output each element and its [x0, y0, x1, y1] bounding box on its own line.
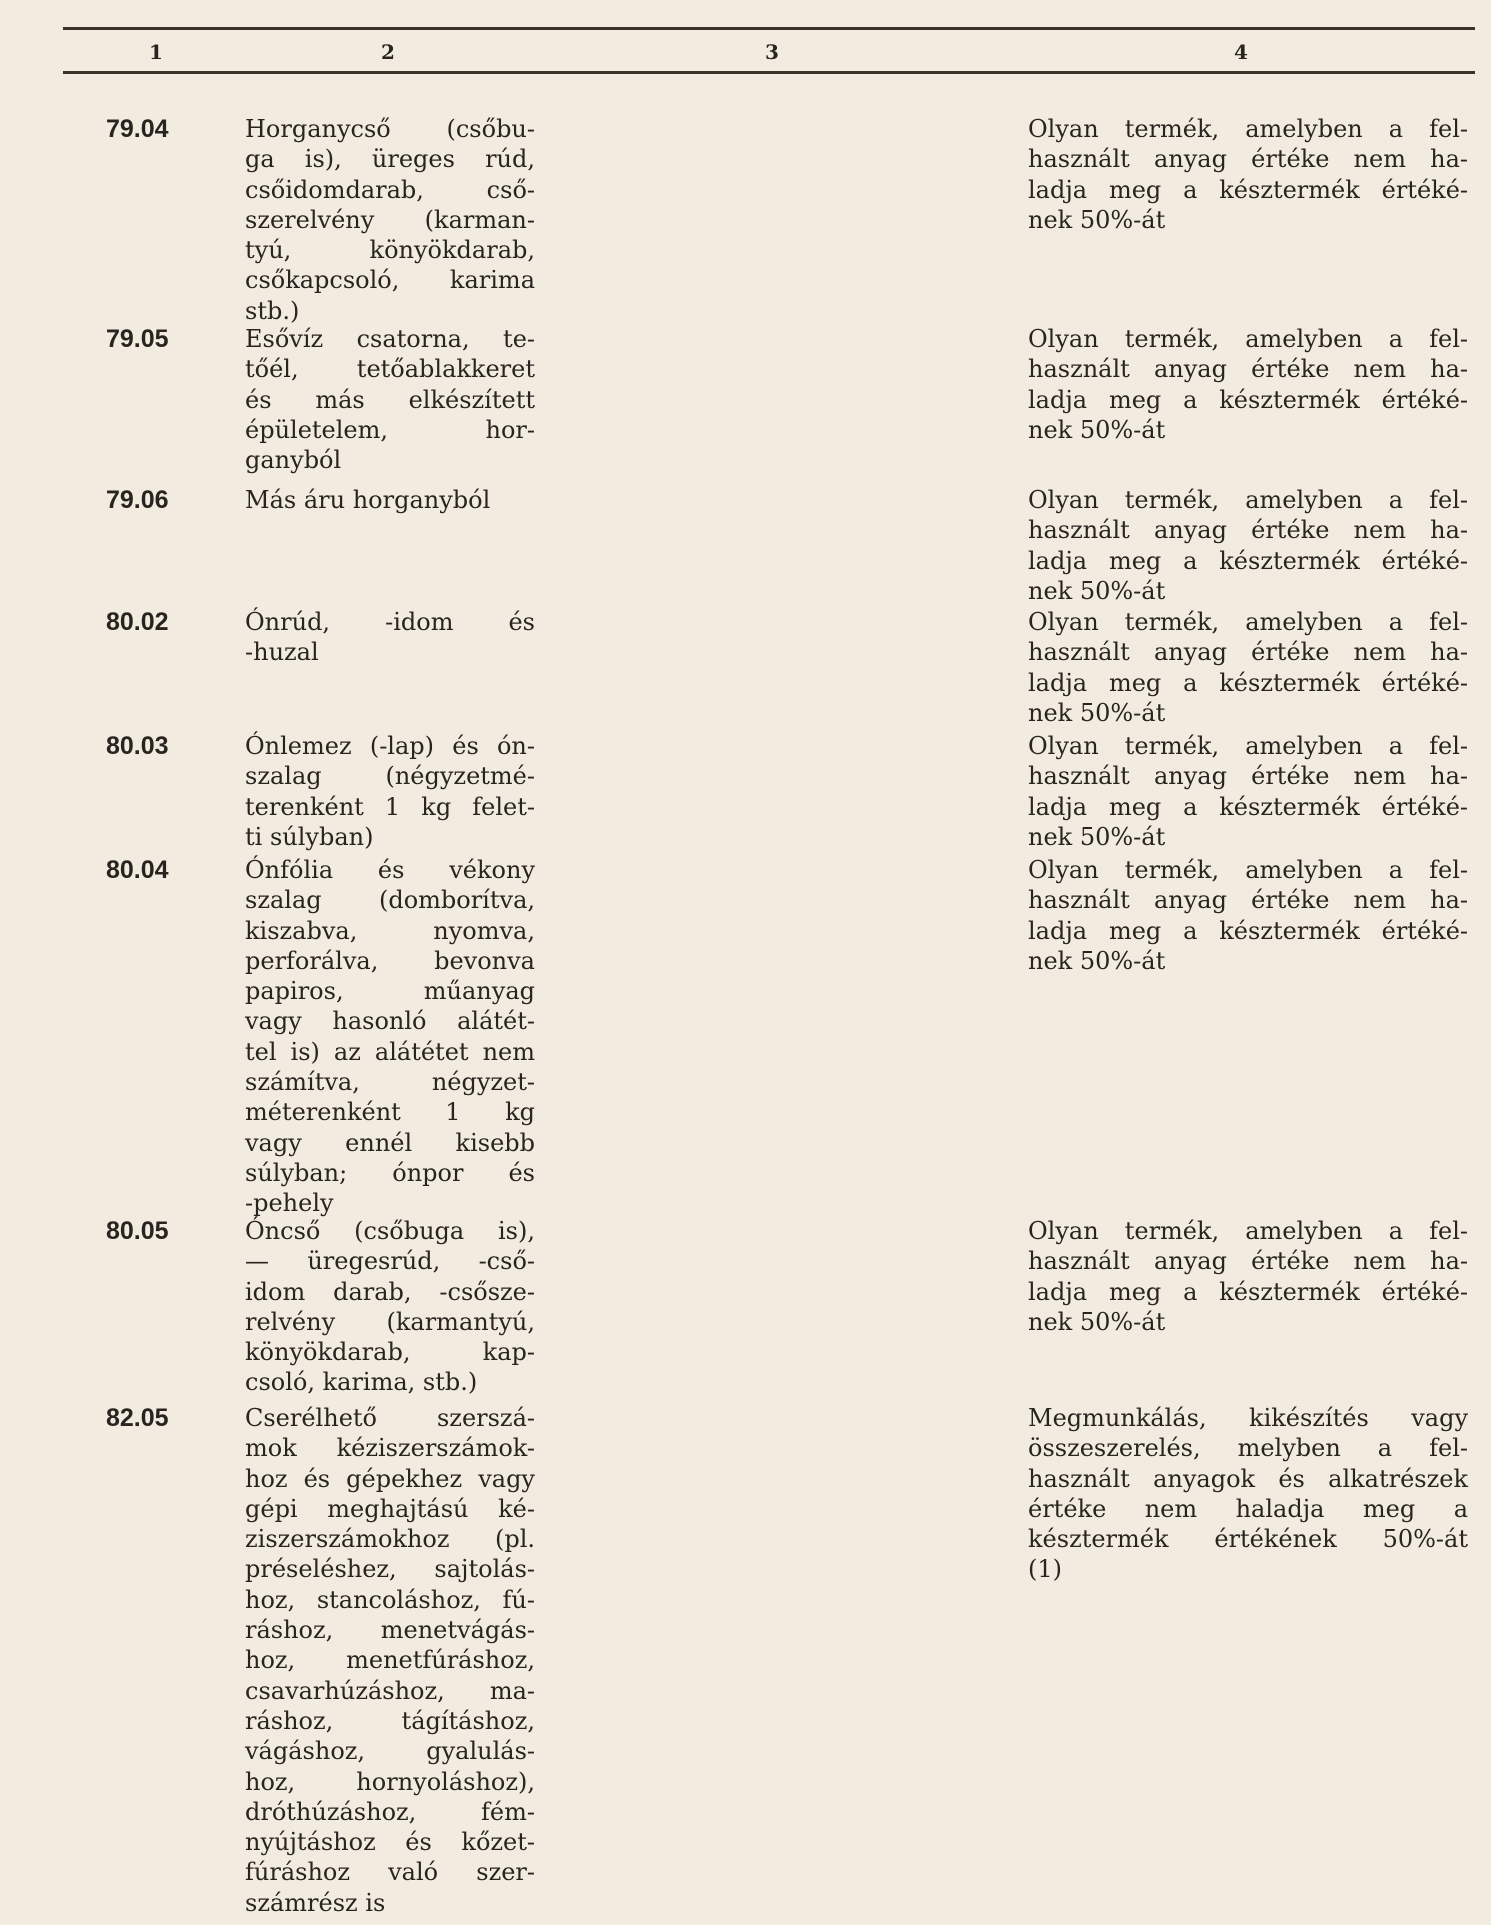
- tariff-code: 79.04: [106, 115, 169, 143]
- top-rule: [63, 27, 1475, 30]
- description-line: és más elkészített: [245, 385, 535, 414]
- condition-line: ladja meg a késztermék értéké-: [1028, 385, 1468, 414]
- condition-line: használt anyag értéke nem ha-: [1028, 762, 1468, 791]
- condition-line: nek 50%-át: [1028, 415, 1166, 444]
- description-line: ganyból: [245, 446, 342, 475]
- origin-condition: [1028, 1403, 1468, 1585]
- description-line: nyújtáshoz és kőzet-: [245, 1828, 535, 1857]
- condition-line: Olyan termék, amelyben a fel-: [1028, 608, 1468, 636]
- description-line: vagy hasonló alátét-: [245, 1007, 535, 1036]
- description-line: papiros, műanyag: [245, 977, 535, 1006]
- condition-line: értéke nem haladja meg a: [1028, 1494, 1468, 1523]
- description-line: Óncső (csőbuga is),: [245, 1217, 535, 1245]
- condition-line: összeszerelés, melyben a fel-: [1028, 1434, 1468, 1463]
- condition-line: késztermék értékének 50%-át: [1028, 1525, 1468, 1554]
- description-line: terenként 1 kg felet-: [245, 792, 535, 821]
- goods-description: [245, 324, 535, 475]
- description-line: gépi meghajtású ké-: [245, 1494, 535, 1523]
- description-line: tőél, tetőablakkeret: [245, 355, 535, 384]
- condition-line: Megmunkálás, kikészítés vagy: [1028, 1404, 1468, 1432]
- origin-condition: [1028, 607, 1468, 728]
- description-line: dróthúzáshoz, fém-: [245, 1797, 535, 1826]
- description-line: Esővíz csatorna, te-: [245, 325, 535, 353]
- condition-line: Olyan termék, amelyben a fel-: [1028, 1217, 1468, 1245]
- origin-condition: [1028, 855, 1468, 976]
- origin-condition: [1028, 731, 1468, 852]
- condition-line: nek 50%-át: [1028, 698, 1166, 727]
- origin-condition: [1028, 114, 1468, 235]
- condition-line: használt anyag értéke nem ha-: [1028, 886, 1468, 915]
- column-header-4: 4: [1234, 40, 1248, 64]
- description-line: ti súlyban): [245, 822, 374, 851]
- condition-line: használt anyag értéke nem ha-: [1028, 145, 1468, 174]
- origin-condition: [1028, 485, 1468, 606]
- description-line: idom darab, -csősze-: [245, 1277, 535, 1306]
- description-line: csavarhúzáshoz, ma-: [245, 1676, 535, 1705]
- goods-description: [245, 1216, 535, 1398]
- description-line: számítva, négyzet-: [245, 1068, 535, 1097]
- tariff-code: 80.02: [106, 608, 169, 636]
- condition-line: nek 50%-át: [1028, 576, 1166, 605]
- goods-description: [245, 1403, 535, 1918]
- tariff-code: 80.05: [106, 1217, 169, 1245]
- condition-line: ladja meg a késztermék értéké-: [1028, 1277, 1468, 1306]
- condition-line: Olyan termék, amelyben a fel-: [1028, 856, 1468, 884]
- tariff-code: 79.06: [106, 486, 169, 514]
- condition-line: Olyan termék, amelyben a fel-: [1028, 732, 1468, 760]
- condition-line: nek 50%-át: [1028, 1307, 1166, 1336]
- condition-line: használt anyag értéke nem ha-: [1028, 638, 1468, 667]
- description-line: hoz és gépekhez vagy: [245, 1464, 535, 1493]
- description-line: számrész is: [245, 1888, 386, 1917]
- condition-line: nek 50%-át: [1028, 946, 1166, 975]
- description-line: szalag (négyzetmé-: [245, 762, 535, 791]
- condition-line: használt anyag értéke nem ha-: [1028, 1247, 1468, 1276]
- condition-line: Olyan termék, amelyben a fel-: [1028, 115, 1468, 143]
- description-line: mok kéziszerszámok-: [245, 1434, 535, 1463]
- condition-line: ladja meg a késztermék értéké-: [1028, 175, 1468, 204]
- description-line: vagy ennél kisebb: [245, 1128, 535, 1157]
- description-line: csoló, karima, stb.): [245, 1368, 478, 1397]
- description-line: Ónlemez (-lap) és ón-: [245, 732, 535, 760]
- description-line: épületelem, hor-: [245, 415, 535, 444]
- description-line: csőidomdarab, cső-: [245, 175, 535, 204]
- condition-line: (1): [1028, 1555, 1062, 1584]
- condition-line: használt anyagok és alkatrészek: [1028, 1464, 1468, 1493]
- tariff-code: 80.03: [106, 732, 169, 760]
- condition-line: ladja meg a késztermék értéké-: [1028, 916, 1468, 945]
- description-line: préseléshez, sajtolás-: [245, 1555, 535, 1584]
- description-line: Ónfólia és vékony: [245, 856, 535, 884]
- header-bottom-rule: [63, 71, 1475, 74]
- description-line: ziszerszámokhoz (pl.: [245, 1525, 535, 1554]
- condition-line: Olyan termék, amelyben a fel-: [1028, 325, 1468, 353]
- origin-condition: [1028, 1216, 1468, 1337]
- condition-line: ladja meg a késztermék értéké-: [1028, 668, 1468, 697]
- condition-line: használt anyag értéke nem ha-: [1028, 516, 1468, 545]
- description-line: ráshoz, menetvágás-: [245, 1616, 535, 1645]
- description-line: hoz, stancoláshoz, fú-: [245, 1585, 535, 1614]
- condition-line: ladja meg a késztermék értéké-: [1028, 792, 1468, 821]
- condition-line: nek 50%-át: [1028, 822, 1166, 851]
- description-line: súlyban; ónpor és: [245, 1158, 535, 1187]
- description-line: hoz, menetfúráshoz,: [245, 1646, 535, 1675]
- condition-line: használt anyag értéke nem ha-: [1028, 355, 1468, 384]
- description-line: szalag (domborítva,: [245, 886, 535, 915]
- description-line: hoz, hornyoláshoz),: [245, 1767, 535, 1796]
- description-line: vágáshoz, gyalulás-: [245, 1737, 535, 1766]
- description-line: könyökdarab, kap-: [245, 1338, 535, 1367]
- tariff-code: 82.05: [106, 1404, 169, 1432]
- description-line: relvény (karmantyú,: [245, 1307, 535, 1336]
- tariff-code: 79.05: [106, 325, 169, 353]
- description-line: szerelvény (karman-: [245, 205, 535, 234]
- condition-line: nek 50%-át: [1028, 205, 1166, 234]
- goods-description: [245, 607, 535, 668]
- goods-description: [245, 731, 535, 852]
- goods-description: [245, 485, 535, 515]
- description-line: perforálva, bevonva: [245, 946, 535, 975]
- condition-line: ladja meg a késztermék értéké-: [1028, 546, 1468, 575]
- description-line: Ónrúd, -idom és: [245, 608, 535, 636]
- description-line: tel is) az alátétet nem: [245, 1037, 535, 1066]
- description-line: — üregesrúd, -cső-: [245, 1247, 535, 1276]
- description-line: méterenként 1 kg: [245, 1098, 535, 1127]
- description-line: -huzal: [245, 638, 319, 667]
- description-line: ráshoz, tágításhoz,: [245, 1706, 535, 1735]
- description-line: csőkapcsoló, karima: [245, 266, 535, 295]
- description-line: ga is), üreges rúd,: [245, 145, 535, 174]
- goods-description: [245, 855, 535, 1219]
- description-line: -pehely: [245, 1189, 334, 1218]
- column-header-1: 1: [149, 40, 163, 64]
- description-line: Cserélhető szerszá-: [245, 1404, 535, 1432]
- tariff-code: 80.04: [106, 856, 169, 884]
- origin-condition: [1028, 324, 1468, 445]
- condition-line: Olyan termék, amelyben a fel-: [1028, 486, 1468, 514]
- column-header-2: 2: [381, 40, 395, 64]
- description-line: tyú, könyökdarab,: [245, 236, 535, 265]
- description-line: stb.): [245, 296, 300, 325]
- description-line: kiszabva, nyomva,: [245, 916, 535, 945]
- description-line: Más áru horganyból: [245, 486, 491, 514]
- description-line: Horganycső (csőbu-: [245, 115, 535, 143]
- description-line: fúráshoz való szer-: [245, 1858, 535, 1887]
- column-header-3: 3: [765, 40, 779, 64]
- goods-description: [245, 114, 535, 326]
